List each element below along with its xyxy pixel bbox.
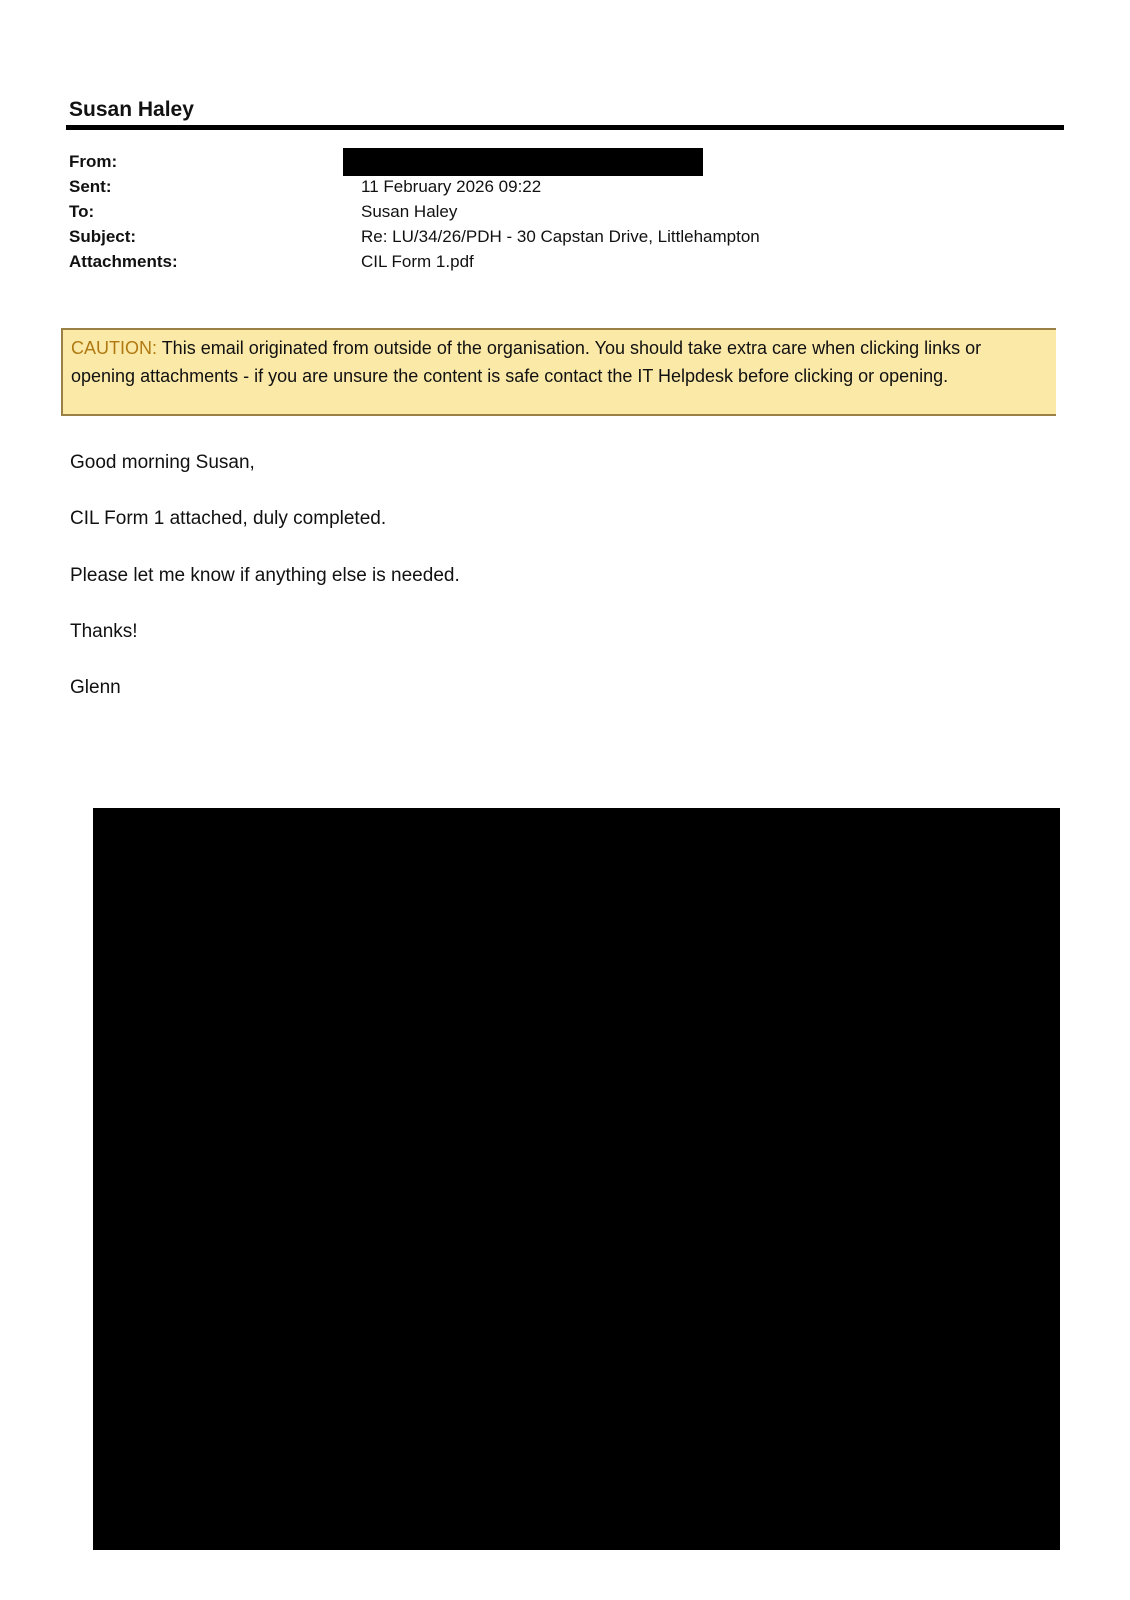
attachments-label: Attachments: — [69, 252, 178, 271]
title-divider — [66, 125, 1064, 130]
from-row — [69, 150, 1059, 175]
email-header — [69, 150, 1059, 275]
sent-label: Sent: — [69, 177, 112, 196]
to-value: Susan Haley — [361, 202, 458, 221]
from-redaction — [343, 148, 703, 176]
to-row — [69, 200, 1059, 225]
from-label: From: — [69, 152, 118, 171]
attachments-value[interactable]: CIL Form 1.pdf — [361, 252, 474, 271]
subject-row — [69, 225, 1059, 250]
caution-text: This email originated from outside of the organisation. You should take extra care when clicking links or opening attachments - if you are unsure the content is safe contact the IT Helpdesk before clicking or opening. — [71, 338, 982, 386]
subject-label: Subject: — [69, 227, 137, 246]
thanks-line: Thanks! — [70, 621, 138, 642]
signature-line: Glenn — [70, 677, 121, 698]
body-line-request: Please let me know if anything else is needed. — [70, 565, 460, 586]
body-line-attachment: CIL Form 1 attached, duly completed. — [70, 508, 387, 529]
sent-value: 11 February 2026 09:22 — [361, 177, 542, 196]
to-label: To: — [69, 202, 95, 221]
page-title: Susan Haley — [69, 98, 194, 121]
attachments-row — [69, 250, 1059, 275]
subject-value: Re: LU/34/26/PDH - 30 Capstan Drive, Littlehampton — [361, 227, 760, 246]
caution-banner — [61, 328, 1056, 416]
sent-row — [69, 175, 1059, 200]
redaction-block — [93, 808, 1060, 1550]
caution-prefix: CAUTION: — [71, 338, 158, 358]
greeting-line: Good morning Susan, — [70, 452, 255, 473]
